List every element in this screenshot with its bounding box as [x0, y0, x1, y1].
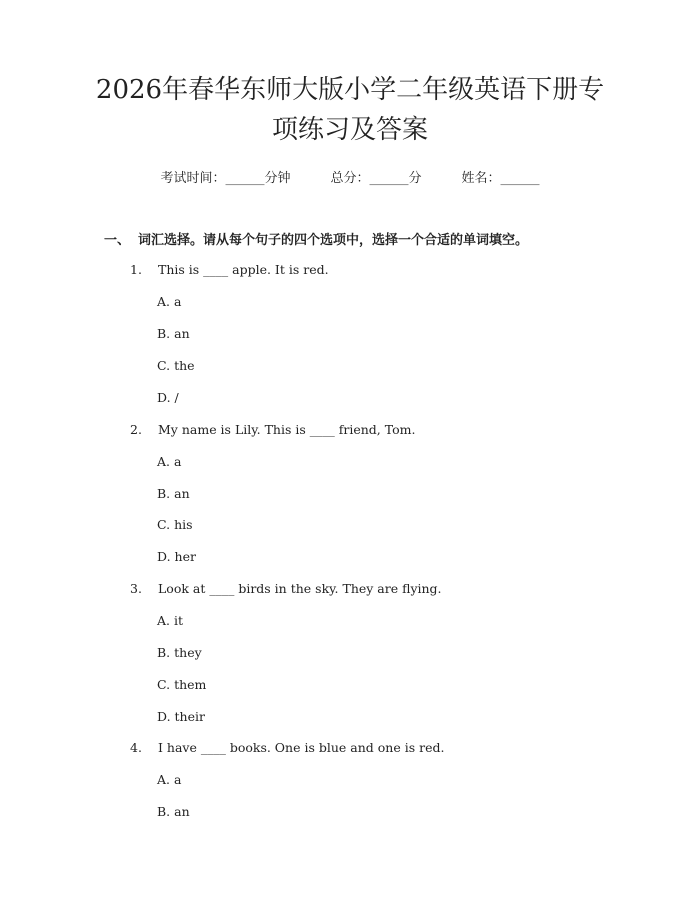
option-3b: B. they: [157, 645, 202, 660]
question-number: 4.: [130, 740, 142, 755]
question-number: 1.: [130, 262, 142, 277]
question-text: Look at ____ birds in the sky. They are flying.: [158, 581, 442, 596]
option-4b: B. an: [157, 804, 190, 819]
question-1: [130, 262, 329, 277]
title-line-1: 2026年春华东师大版小学二年级英语下册专: [95, 75, 605, 105]
option-2d: D. her: [157, 549, 196, 564]
question-text: My name is Lily. This is ____ friend, Tom.: [158, 422, 416, 437]
exam-name: 姓名：______: [461, 171, 540, 186]
exam-info: [0, 167, 700, 186]
option-3d: D. their: [157, 709, 205, 724]
page-title: [0, 70, 700, 150]
question-2: [130, 422, 415, 437]
question-4: [130, 740, 444, 755]
option-3a: A. it: [157, 613, 183, 628]
question-text: This is ____ apple. It is red.: [158, 262, 329, 277]
exam-score: 总分：______分: [330, 171, 422, 186]
option-2b: B. an: [157, 486, 190, 501]
section-heading: [104, 229, 528, 248]
option-2a: A. a: [157, 454, 182, 469]
question-number: 3.: [130, 581, 142, 596]
question-3: [130, 581, 442, 596]
question-number: 2.: [130, 422, 142, 437]
section-number: 一、: [104, 233, 131, 248]
exam-time: 考试时间：______分钟: [160, 171, 291, 186]
title-line-2: 项练习及答案: [271, 115, 428, 145]
question-text: I have ____ books. One is blue and one is red.: [158, 740, 445, 755]
section-instruction: 词汇选择。请从每个句子的四个选项中，选择一个合适的单词填空。: [138, 233, 529, 248]
option-1d: D. /: [157, 390, 179, 405]
option-1c: C. the: [157, 358, 195, 373]
option-1a: A. a: [157, 294, 182, 309]
option-3c: C. them: [157, 677, 207, 692]
option-2c: C. his: [157, 517, 193, 532]
option-1b: B. an: [157, 326, 190, 341]
option-4a: A. a: [157, 772, 182, 787]
